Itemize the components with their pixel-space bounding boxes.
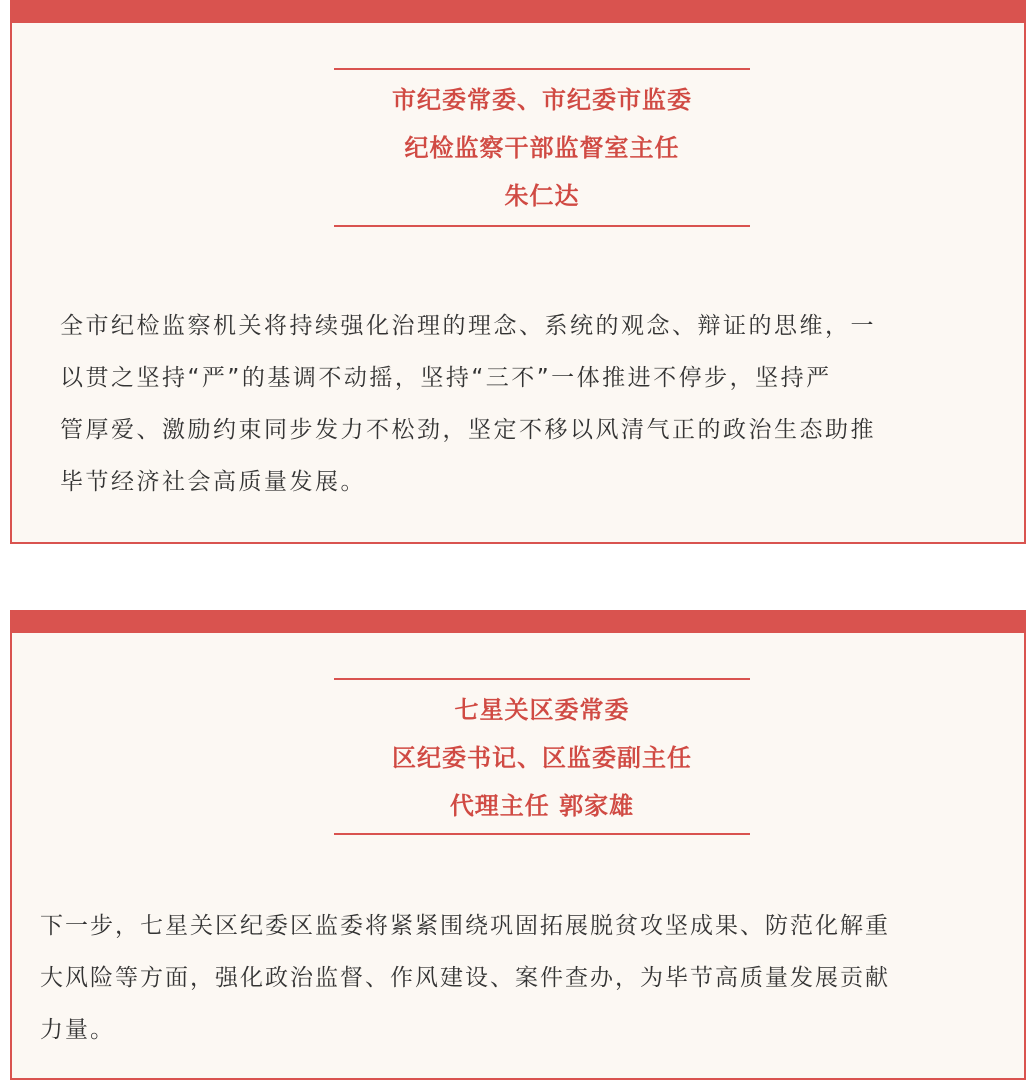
- speaker-name: 代理主任 郭家雄: [449, 792, 635, 820]
- speaker-title-line: 区纪委书记、区监委副主任: [392, 744, 692, 772]
- statement-card-1: [10, 0, 1026, 544]
- speaker-title-block: [334, 678, 750, 838]
- body-line: 以贯之坚持“严”的基调不动摇，坚持“三不”一体推进不停步，坚持严: [60, 365, 832, 391]
- statement-body: [60, 300, 876, 508]
- title-top-rule: [334, 678, 750, 680]
- title-bottom-rule: [334, 833, 750, 835]
- body-line: 全市纪检监察机关将持续强化治理的理念、系统的观念、辩证的思维，一: [60, 313, 876, 339]
- statement-card-2: [10, 610, 1026, 1080]
- speaker-title-block: [334, 68, 750, 228]
- body-line: 毕节经济社会高质量发展。: [60, 469, 366, 495]
- speaker-title-line: 市纪委常委、市纪委市监委: [392, 86, 692, 114]
- body-line: 力量。: [40, 1017, 115, 1043]
- card-top-bar: [10, 0, 1026, 23]
- speaker-name: 朱仁达: [504, 182, 580, 210]
- speaker-title-line: 纪检监察干部监督室主任: [404, 134, 680, 162]
- title-bottom-rule: [334, 225, 750, 227]
- card-top-bar: [10, 610, 1026, 633]
- speaker-title-line: 七星关区委常委: [454, 696, 630, 724]
- body-line: 大风险等方面，强化政治监督、作风建设、案件查办，为毕节高质量发展贡献: [40, 965, 890, 991]
- title-top-rule: [334, 68, 750, 70]
- body-line: 下一步，七星关区纪委区监委将紧紧围绕巩固拓展脱贫攻坚成果、防范化解重: [40, 913, 890, 939]
- statement-body: [40, 900, 890, 1056]
- body-line: 管厚爱、激励约束同步发力不松劲，坚定不移以风清气正的政治生态助推: [60, 417, 876, 443]
